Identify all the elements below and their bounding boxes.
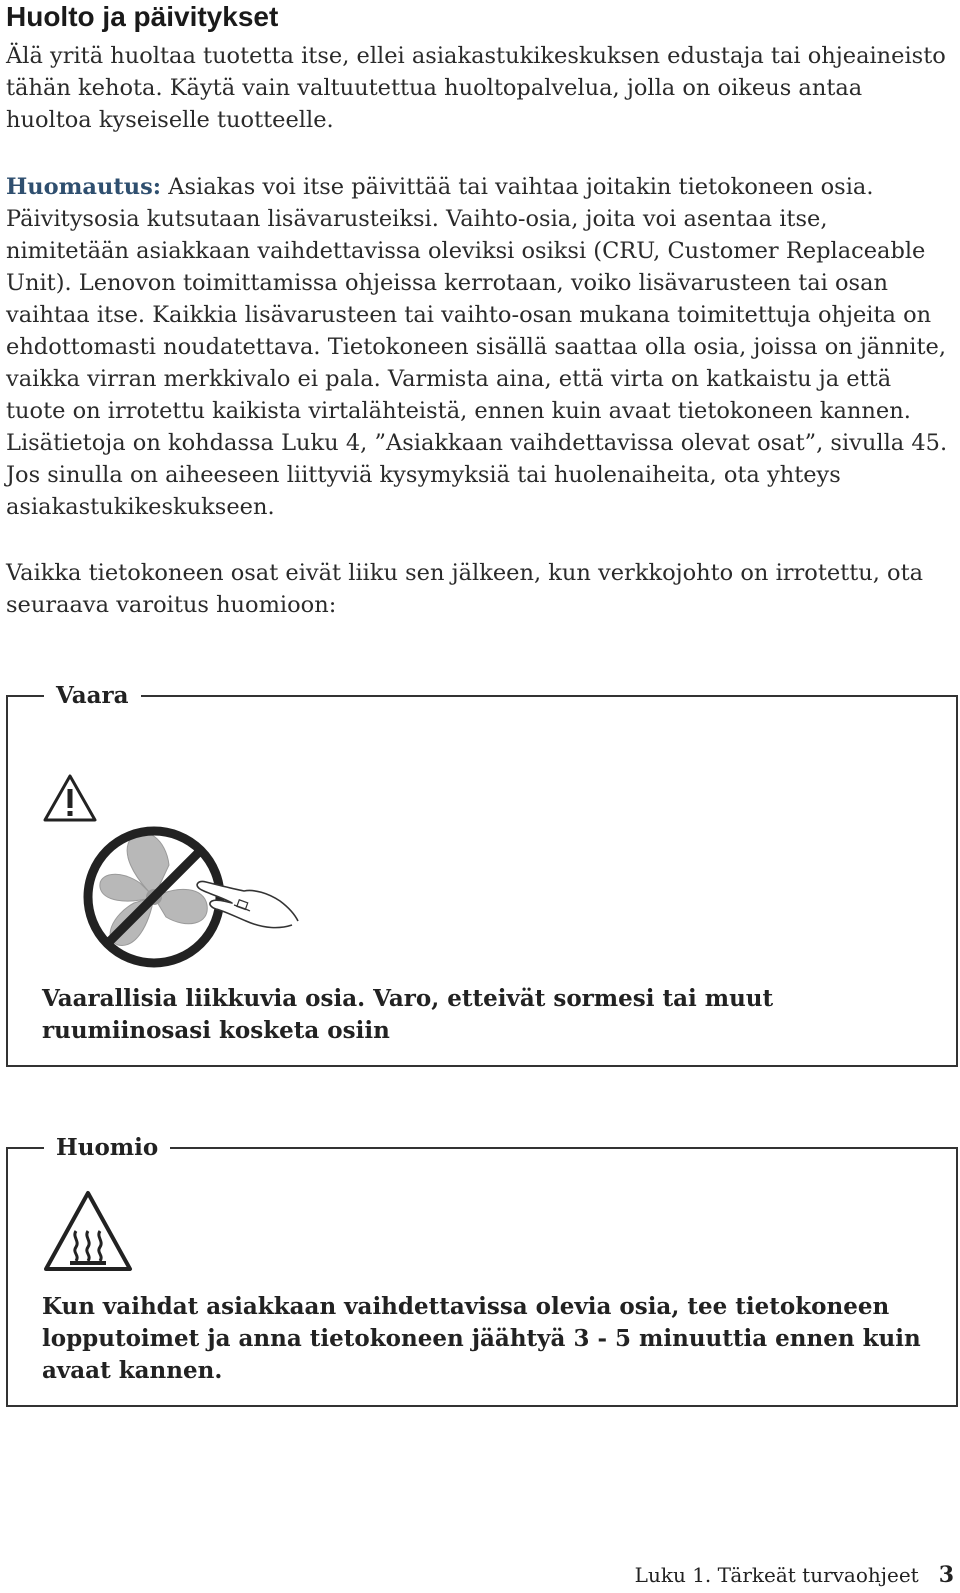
page-footer <box>635 1562 954 1588</box>
section-heading: Huolto ja päivitykset <box>6 1 279 32</box>
hot-surface-icon <box>42 1189 134 1275</box>
note-label: Huomautus: <box>6 174 162 200</box>
danger-text: Vaarallisia liikkuvia osia. Varo, etteivät sormesi tai muut ruumiinosasi kosketa osiin <box>42 985 774 1044</box>
caution-text: Kun vaihdat asiakkaan vaihdettavissa olevia osia, tee tietokoneen lopputoimet ja anna tietokoneen jäähtyä 3 - 5 minuuttia ennen kuin avaat kannen. <box>42 1293 921 1384</box>
note-text: Asiakas voi itse päivittää tai vaihtaa joitakin tietokoneen osia. Päivitysosia kutsutaan lisävarusteiksi. Vaihto-osia, joita voi asentaa itse, nimitetään asiakkaan vaihdettavissa oleviksi osiksi (CRU, Customer Replaceable Unit). Lenovon toimittamissa ohjeissa kerrotaan, voiko lisävarusteen tai osan vaihtaa itse. Kaikkia lisävarusteen tai vaihto-osan mukana toimitettuja ohjeita on ehdottomasti noudatettava. Tietokoneen sisällä saattaa olla osia, joissa on jännite, vaikka virran merkkivalo ei pala. Varmista aina, että virta on katkaistu ja että tuote on irrotettu kaikista virtalähteistä, ennen kuin avaat tietokoneen kannen. Lisätietoja on kohdassa Luku 4, ”Asiakkaan vaihdettavissa olevat osat”, sivulla 45. Jos sinulla on aiheeseen liittyviä kysymyksiä tai huolenaiheita, ota yhteys asiakastukikeskukseen. <box>6 174 948 520</box>
intro-paragraph: Älä yritä huoltaa tuotetta itse, ellei asiakastukikeskuksen edustaja tai ohjeaineisto tähän kehota. Käytä vain valtuutettua huoltopalvelua, jolla on oikeus antaa huoltoa kyseiselle tuotteelle. <box>6 43 946 133</box>
warning-intro-paragraph: Vaikka tietokoneen osat eivät liiku sen jälkeen, kun verkkojohto on irrotettu, ota seuraava varoitus huomioon: <box>6 560 924 618</box>
caution-title: Huomio <box>44 1133 170 1163</box>
danger-title: Vaara <box>44 681 141 711</box>
note-paragraph <box>6 171 952 523</box>
caution-notice-box <box>6 1134 958 1407</box>
danger-notice-box <box>6 682 958 1067</box>
footer-chapter: Luku 1. Tärkeät turvaohjeet <box>634 1563 919 1587</box>
warning-triangle-icon <box>42 773 98 823</box>
page-number: 3 <box>938 1562 954 1588</box>
no-touch-fan-icon <box>74 817 304 977</box>
